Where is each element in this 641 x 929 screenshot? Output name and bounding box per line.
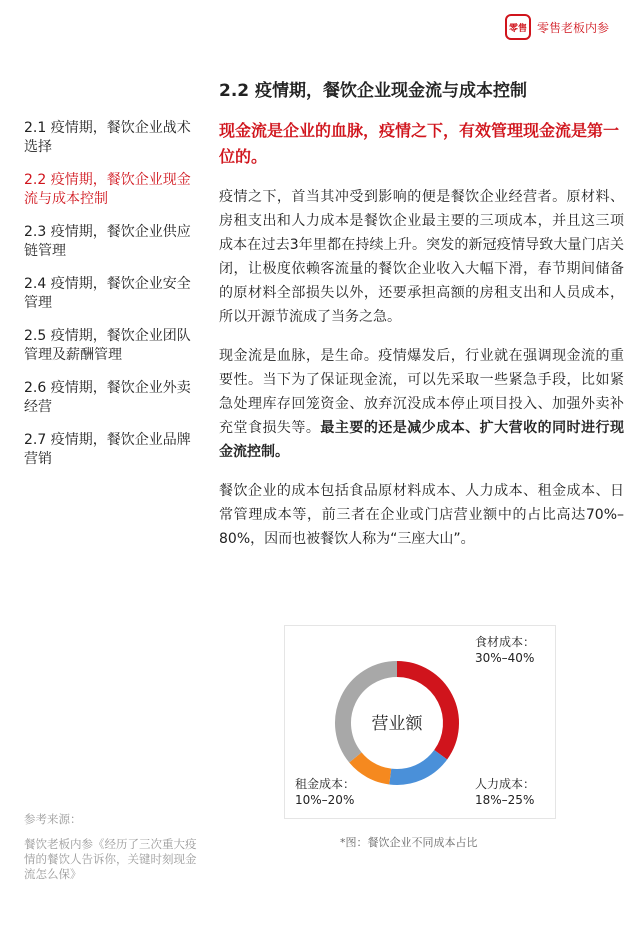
table-of-contents [24, 119, 199, 483]
label-food-cost-name: 食材成本： [475, 635, 536, 649]
slice-food-cost [397, 669, 451, 755]
brand-badge-icon: 零售 [505, 14, 531, 40]
chart-caption: *图：餐饮企业不同成本占比 [340, 836, 478, 849]
reference-source [24, 812, 199, 882]
toc-item-2-1[interactable]: 2.1 疫情期，餐饮企业战术选择 [24, 120, 191, 155]
label-food-cost [475, 634, 535, 666]
article-paragraph-1: 疫情之下，首当其冲受到影响的便是餐饮企业经营者。原材料、房租支出和人力成本是餐饮企业最主要的三项成本，并且这三项成本在过去3年里都在持续上升。突发的新冠疫情导致大量门店关闭，让极度依赖客流量的餐饮企业收入大幅下滑，春节期间储备的原材料全部损失以外，还要承担高额的房租支出和人员成本，所以开源节流成了当务之急。 [219, 189, 624, 325]
paragraph-2-text: 现金流是血脉，是生命。疫情爆发后，行业就在强调现金流的重要性。当下为了保证现金流，可以先采取一些紧急手段，比如紧急处理库存回笼资金、放弃沉没成本停止项目投入、加强外卖补充堂食损失等。 [219, 348, 624, 436]
reference-title: 参考来源： [24, 812, 82, 826]
label-rent-cost-name: 租金成本： [295, 777, 356, 791]
slice-rent-cost [355, 757, 390, 776]
label-rent-cost [295, 776, 355, 808]
toc-item-2-3[interactable]: 2.3 疫情期，餐饮企业供应链管理 [24, 224, 191, 259]
brand-name: 零售老板内参 [537, 20, 610, 35]
donut-center-label: 营业额 [371, 714, 423, 734]
toc-item-2-5[interactable]: 2.5 疫情期，餐饮企业团队管理及薪酬管理 [24, 328, 191, 363]
article-subtitle: 现金流是企业的血脉，疫情之下，有效管理现金流是第一位的。 [219, 121, 620, 166]
paragraph-2-emphasis: 最主要的还是减少成本、扩大营收的同时进行现金流控制。 [219, 420, 625, 460]
article-title: 2.2 疫情期，餐饮企业现金流与成本控制 [219, 81, 528, 101]
toc-item-2-6[interactable]: 2.6 疫情期，餐饮企业外卖经营 [24, 380, 191, 415]
toc-item-2-2[interactable]: 2.2 疫情期，餐饮企业现金流与成本控制 [24, 172, 191, 207]
brand-logo [505, 14, 609, 40]
toc-item-2-7[interactable]: 2.7 疫情期，餐饮企业品牌营销 [24, 432, 191, 467]
article [219, 80, 624, 566]
label-labor-cost [475, 776, 535, 808]
label-food-cost-range: 30%–40% [475, 651, 535, 665]
slice-labor-cost [390, 755, 440, 777]
article-paragraph-2 [219, 344, 624, 464]
cost-share-chart [284, 625, 556, 819]
label-labor-cost-range: 18%–25% [475, 793, 535, 807]
toc-item-2-4[interactable]: 2.4 疫情期，餐饮企业安全管理 [24, 276, 191, 311]
reference-text: 餐饮老板内参《经历了三次重大疫情的餐饮人告诉你，关键时刻现金流怎么保》 [24, 837, 197, 881]
label-labor-cost-name: 人力成本： [475, 777, 536, 791]
label-rent-cost-range: 10%–20% [295, 793, 355, 807]
article-paragraph-3: 餐饮企业的成本包括食品原材料成本、人力成本、租金成本、日常管理成本等，前三者在企业或门店营业额中的占比高达70%–80%，因而也被餐饮人称为“三座大山”。 [219, 483, 624, 547]
